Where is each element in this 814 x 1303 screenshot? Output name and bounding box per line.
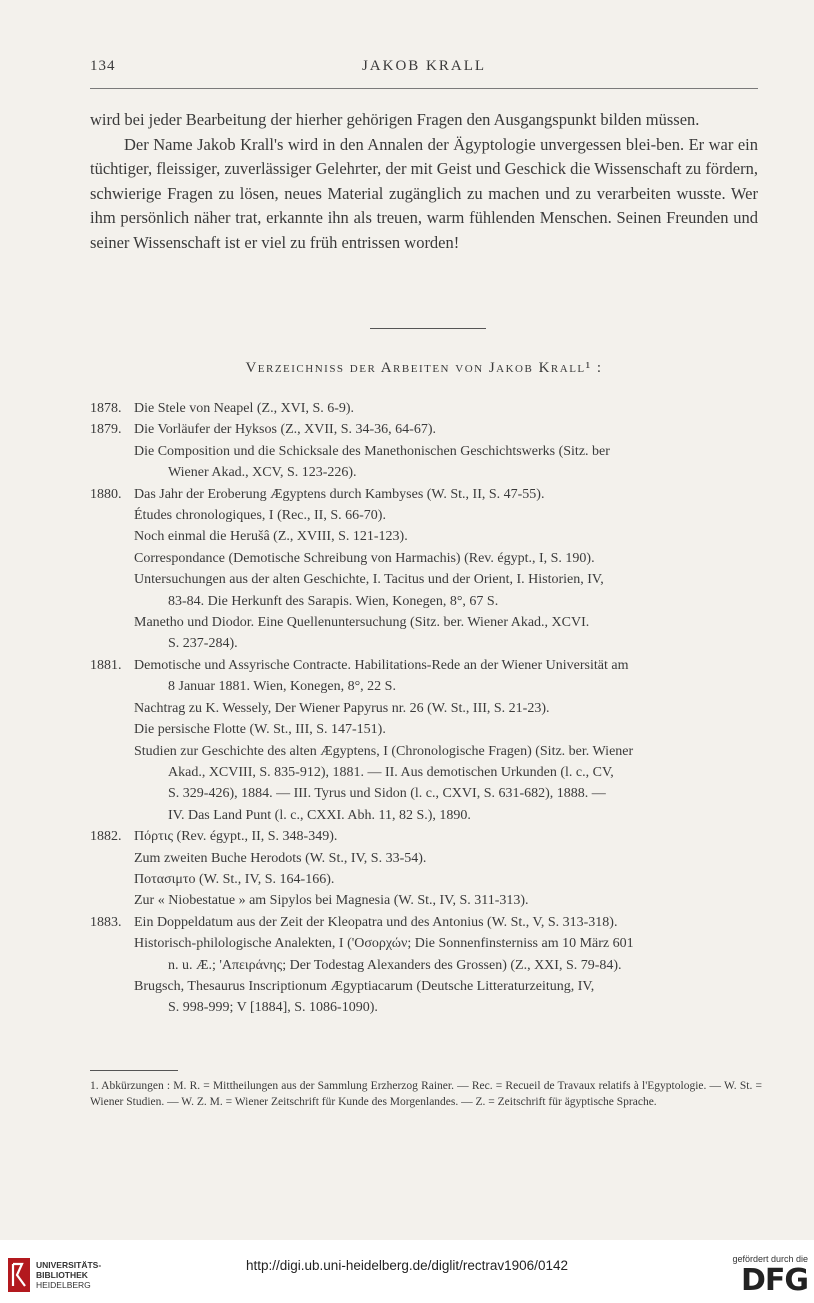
bibliography-entry [90,484,762,505]
section-divider [370,328,486,329]
entry-line: Das Jahr der Eroberung Ægyptens durch Kambyses (W. St., II, S. 47-55). [134,486,545,502]
bibliography-entry [90,655,762,698]
entry-line: Die Vorläufer der Hyksos (Z., XVII, S. 34-36, 64-67). [134,422,436,438]
footnote-rule [90,1070,178,1071]
entry-line: Ποτασιμτο (W. St., IV, S. 164-166). [134,871,335,887]
entry-line: Untersuchungen aus der alten Geschichte, I. Tacitus und der Orient, I. Historien, IV, [134,572,604,588]
entry-year: 1880. [90,486,122,502]
entry-line: Wiener Akad., XCV, S. 123-226). [168,465,357,481]
entry-line: 83-84. Die Herkunft des Sarapis. Wien, Konegen, 8°, 67 S. [168,593,499,609]
entry-year: 1878. [90,401,122,416]
bibliography-entry [90,548,762,569]
library-name-line2: BIBLIOTHEK [36,1270,88,1280]
entry-line: Brugsch, Thesaurus Inscriptionum Ægyptiacarum (Deutsche Litteraturzeitung, IV, [134,978,595,994]
footnote-text: 1. Abkürzungen : M. R. = Mittheilungen aus der Sammlung Erzherzog Rainer. — Rec. = Recueil de Travaux relatifs à l'Egyptologie. — W. St. = Wiener Studien. — W. Z. M. = Wiener Zeitschrift für Kunde des Morgenlandes. — Z. = Zeitschrift für ägyptische Sprache. [90,1080,762,1108]
bibliography-entry [90,526,762,547]
section-title [90,360,758,377]
page-header [90,58,758,82]
bibliography-entry [90,741,762,827]
bibliography-entry [90,441,762,484]
section-title-text: Verzeichniss der Arbeiten von Jakob Krall [245,360,586,376]
paragraph-2: Der Name Jakob Krall's wird in den Annalen der Ägyptologie unvergessen blei-ben. Er war ein tüchtiger, fleissiger, zuverlässiger Gelehrter, der mit Geist und Geschick die Wissenschaft zu fördern, schwierige Fragen zu lösen, neues Material zugänglich zu machen und zu verarbeiten wusste. Wer ihm persönlich näher trat, erkannte ihn als treuen, warm fühlenden Menschen. Seinen Freunden und seiner Wissenschaft ist er viel zu früh entrissen worden! [90,134,758,252]
bibliography-entry [90,976,762,1019]
bibliography-entry [90,612,762,655]
library-name-line3: HEIDELBERG [36,1280,91,1290]
entry-line: Zum zweiten Buche Herodots (W. St., IV, S. 33-54). [134,850,427,866]
bibliography-entry [90,848,762,869]
entry-year: 1883. [90,914,122,930]
header-rule [90,88,758,89]
entry-line: Πόρτις (Rev. égypt., II, S. 348-349). [134,829,338,845]
entry-line: Akad., XCVIII, S. 835-912), 1881. — II. Aus demotischen Urkunden (l. c., CV, [168,764,614,780]
source-url[interactable]: http://digi.ub.uni-heidelberg.de/diglit/rectrav1906/0142 [246,1258,568,1273]
bibliography-entry [90,933,762,976]
entry-line: S. 329-426), 1884. — III. Tyrus und Sidon (l. c., CXVI, S. 631-682), 1888. — [168,786,606,802]
entry-line: Demotische und Assyrische Contracte. Habilitations-Rede an der Wiener Universität am [134,657,629,673]
bibliography-entry [90,826,762,847]
entry-line: S. 998-999; V [1884], S. 1086-1090). [168,1000,378,1016]
entry-line: Noch einmal die Herušâ (Z., XVIII, S. 121-123). [134,529,408,545]
bibliography-entry [90,912,762,933]
bibliography-entry [90,698,762,719]
entry-line: Die Stele von Neapel (Z., XVI, S. 6-9). [134,401,355,416]
bibliography-entry [90,569,762,612]
section-title-suffix: ¹ : [585,360,603,376]
entry-line: Historisch-philologische Analekten, I ('Οσορχών; Die Sonnenfinsterniss am 10 März 601 [134,936,634,952]
entry-line: 8 Januar 1881. Wien, Konegen, 8°, 22 S. [168,679,396,695]
footnote [90,1078,762,1110]
entry-line: Die Composition und die Schicksale des Manethonischen Geschichtswerks (Sitz. ber [134,443,610,459]
bibliography-entry [90,398,762,419]
bibliography-entry [90,890,762,911]
entry-line: Études chronologiques, I (Rec., II, S. 66-70). [134,508,386,524]
entry-line: Manetho und Diodor. Eine Quellenuntersuchung (Sitz. ber. Wiener Akad., XCVI. [134,615,590,631]
entry-year: 1881. [90,657,122,673]
page-number: 134 [90,58,116,74]
bibliography-entry [90,719,762,740]
entry-year: 1882. [90,829,122,845]
entry-line: Die persische Flotte (W. St., III, S. 147-151). [134,722,386,738]
running-title: JAKOB KRALL [361,58,487,74]
bibliography-entry [90,419,762,440]
bibliography-entry [90,869,762,890]
entry-line: Ein Doppeldatum aus der Zeit der Kleopatra und des Antonius (W. St., V, S. 313-318). [134,914,618,930]
entry-line: n. u. Æ.; 'Απειράνης; Der Todestag Alexanders des Grossen) (Z., XXI, S. 79-84). [168,957,622,973]
bibliography-list [90,398,762,1019]
entry-line: Nachtrag zu K. Wessely, Der Wiener Papyrus nr. 26 (W. St., III, S. 21-23). [134,700,550,716]
body-text [90,108,758,255]
funded-by-label: gefördert durch die [732,1254,808,1264]
entry-line: Zur « Niobestatue » am Sipylos bei Magnesia (W. St., IV, S. 311-313). [134,893,529,909]
paragraph-1: wird bei jeder Bearbeitung der hierher gehörigen Fragen den Ausgangspunkt bilden müssen. [90,110,700,129]
entry-line: Correspondance (Demotische Schreibung von Harmachis) (Rev. égypt., I, S. 190). [134,550,595,566]
entry-line: Studien zur Geschichte des alten Ægyptens, I (Chronologische Fragen) (Sitz. ber. Wiener [134,743,634,759]
entry-line: IV. Das Land Punt (l. c., CXXI. Abh. 11, 82 S.), 1890. [168,807,471,823]
library-name-line1: UNIVERSITÄTS- [36,1260,102,1270]
entry-line: S. 237-284). [168,636,238,652]
entry-year: 1879. [90,422,122,438]
dfg-logo[interactable]: DFG [740,1263,808,1298]
bibliography-entry [90,505,762,526]
